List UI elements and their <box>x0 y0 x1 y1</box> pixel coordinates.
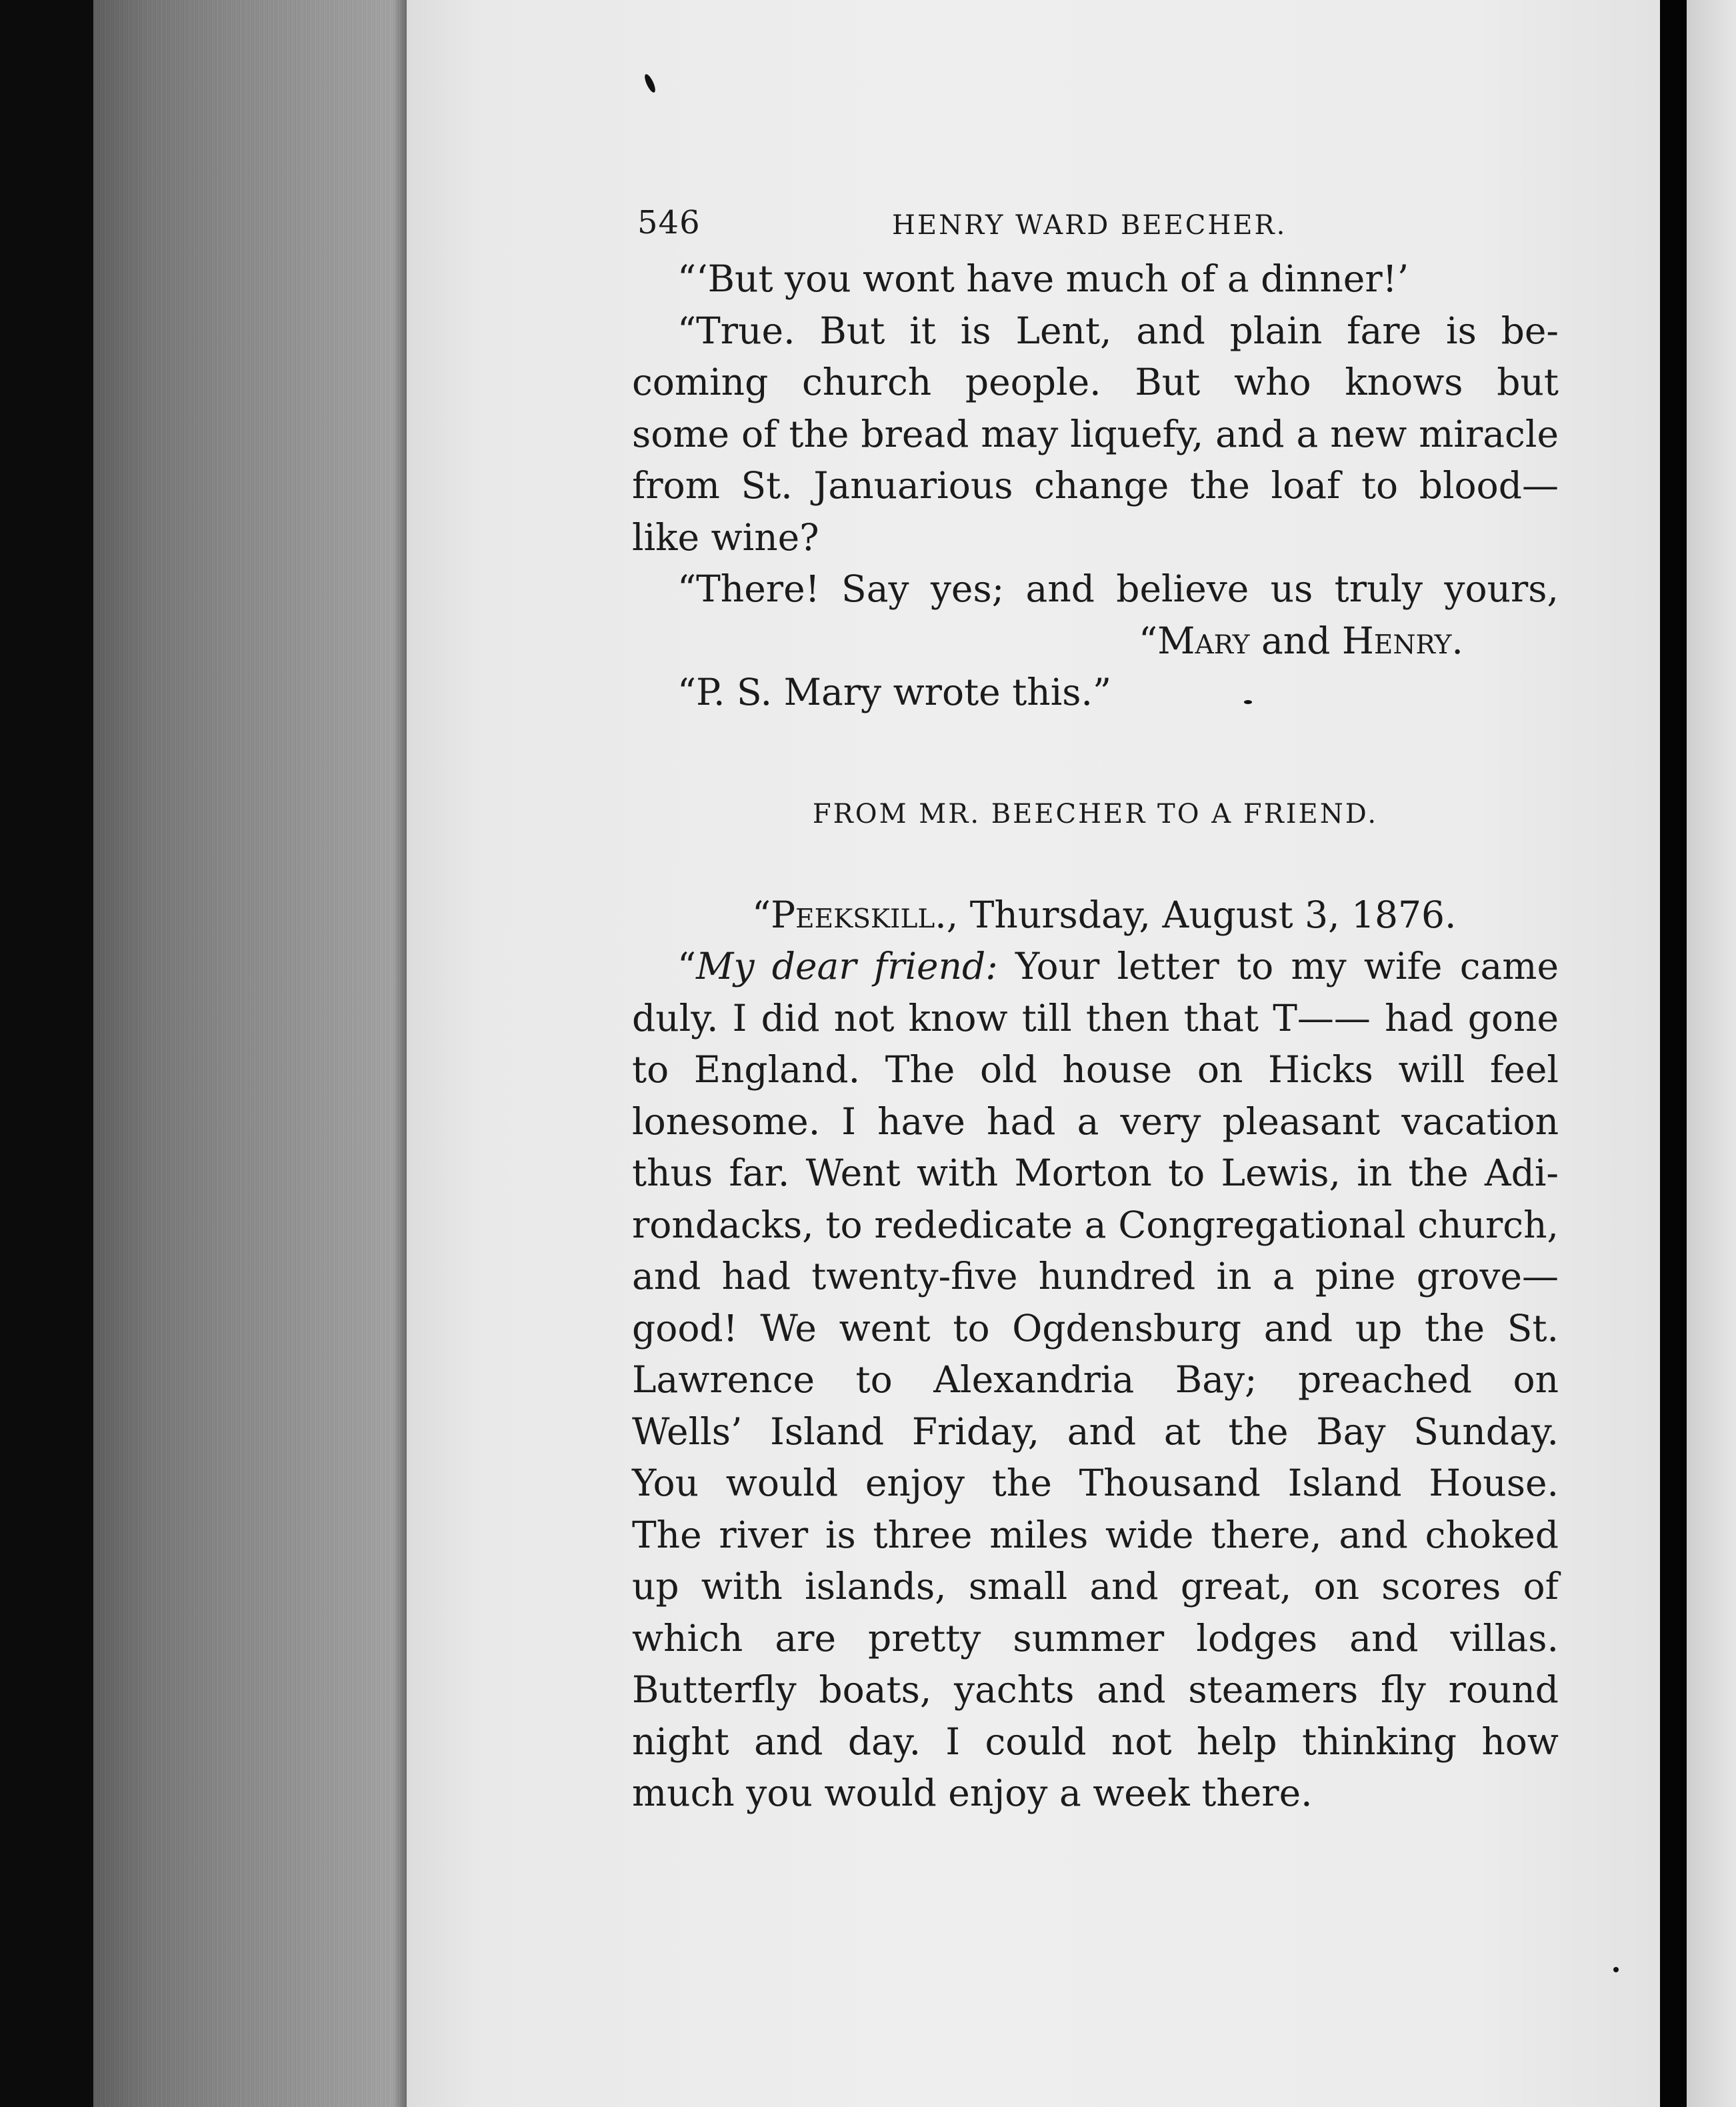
text-line: rondacks, to rededicate a Congregational church, <box>632 1203 1559 1246</box>
text-line: “True. But it is Lent, and plain fare is be- <box>677 309 1559 352</box>
page-text <box>632 193 1559 1820</box>
text-line: which are pretty summer lodges and villas. <box>632 1616 1559 1660</box>
signature-name-henry: Henry <box>1341 619 1452 662</box>
text-line: good! We went to Ogdensburg and up the St. <box>632 1306 1559 1350</box>
text-line: “There! Say yes; and believe us truly yours, <box>677 567 1559 610</box>
dateline <box>632 889 1559 941</box>
text-line: thus far. Went with Morton to Lewis, in the Adi- <box>632 1152 1559 1194</box>
text-line: lonesome. I have had a very pleasant vacation <box>632 1100 1559 1143</box>
dateline-place: Peekskill <box>771 893 935 936</box>
running-head <box>632 193 1559 253</box>
letter-two <box>632 889 1559 1820</box>
salutation: My dear friend: <box>696 945 998 987</box>
text-line: from St. Januarious change the loaf to blood— <box>632 464 1559 507</box>
dateline-quote: “ <box>752 893 771 936</box>
letter-one <box>632 253 1559 719</box>
text-line: duly. I did not know till then that T—— had gone <box>632 996 1559 1039</box>
signature-and: and <box>1249 619 1342 662</box>
salutation-quote: “ <box>677 945 697 987</box>
text-line: and had twenty-five hundred in a pine grove— <box>632 1255 1559 1298</box>
dateline-rest: ., Thursday, August 3, 1876. <box>935 893 1457 936</box>
text-line: The river is three miles wide there, and choked <box>632 1513 1559 1556</box>
text-line: like wine? <box>632 515 819 559</box>
text-line: “‘But you wont have much of a dinner!’ <box>677 257 1409 300</box>
facing-page-edge <box>1687 0 1736 2107</box>
signature-name-mary: Mary <box>1157 619 1250 662</box>
salutation-line-rest: Your letter to my wife came <box>997 945 1559 987</box>
book-gutter <box>1660 0 1687 2107</box>
text-line: much you would enjoy a week there. <box>632 1772 1313 1814</box>
text-line: You would enjoy the Thousand Island House. <box>632 1462 1559 1504</box>
signature-end: . <box>1451 619 1463 662</box>
scan-speck <box>1613 1967 1619 1972</box>
text-line: coming church people. But who knows but <box>632 361 1559 403</box>
text-line: night and day. I could not help thinking how <box>632 1720 1559 1763</box>
postscript-line: “P. S. Mary wrote this.” <box>677 671 1112 713</box>
text-line: Wells’ Island Friday, and at the Bay Sunday. <box>632 1410 1559 1453</box>
text-line: Lawrence to Alexandria Bay; preached on <box>632 1358 1559 1401</box>
running-title: HENRY WARD BEECHER. <box>892 210 1287 241</box>
text-line: up with islands, small and great, on scores of <box>632 1565 1559 1608</box>
text-line: to England. The old house on Hicks will feel <box>632 1048 1559 1091</box>
text-line: some of the bread may liquefy, and a new miracle <box>632 412 1559 455</box>
signature-line <box>632 615 1559 667</box>
salutation-line <box>632 941 1559 993</box>
signature-quote: “ <box>1139 619 1158 662</box>
text-line: Butterfly boats, yachts and steamers fly round <box>632 1668 1559 1711</box>
section-heading: FROM MR. BEECHER TO A FRIEND. <box>812 798 1379 829</box>
book-page-edges <box>93 0 407 2107</box>
page-number: 546 <box>637 204 701 241</box>
